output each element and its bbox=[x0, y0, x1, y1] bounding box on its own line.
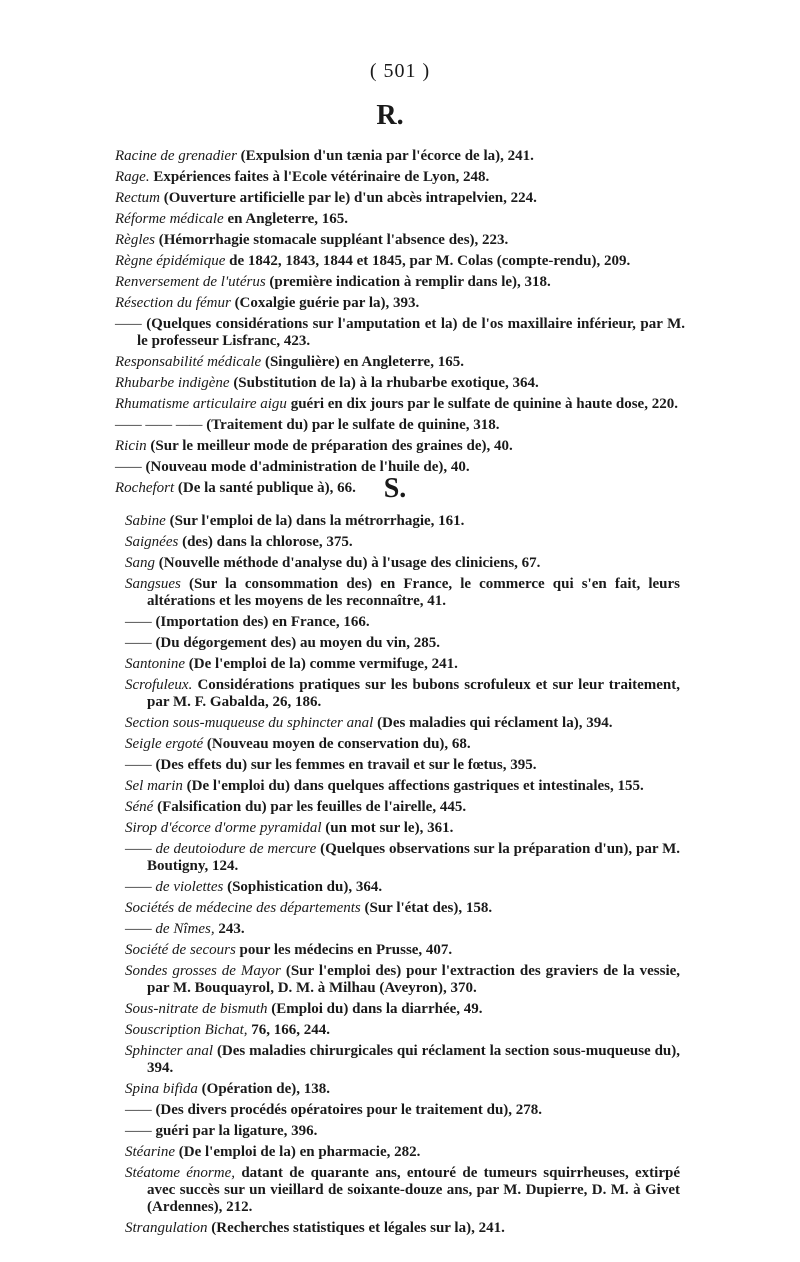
index-text: (Quelques observations sur la préparation d'un), par M. Boutigny, 124. bbox=[147, 841, 680, 874]
index-entry bbox=[115, 232, 685, 249]
index-term: Racine de grenadier bbox=[115, 148, 237, 164]
index-text: (Falsification du) par les feuilles de l'airelle, 445. bbox=[157, 799, 467, 815]
index-text: (Des effets du) sur les femmes en travail et sur le fœtus, 395. bbox=[155, 757, 537, 773]
index-entry bbox=[125, 757, 680, 774]
index-text: (Sur l'état des), 158. bbox=[364, 900, 493, 916]
index-term: Saignées bbox=[125, 534, 179, 550]
index-text: (Nouveau mode d'administration de l'huile de), 40. bbox=[145, 459, 470, 475]
index-term: Spina bifida bbox=[125, 1081, 198, 1097]
index-term: —— de Nîmes, bbox=[125, 921, 215, 937]
index-entry bbox=[115, 375, 685, 392]
index-text: 76, 166, 244. bbox=[251, 1022, 330, 1038]
index-term: —— de deutoiodure de mercure bbox=[125, 841, 317, 857]
index-term: Sangsues bbox=[125, 576, 181, 592]
index-entry bbox=[125, 1001, 680, 1018]
index-term: Sirop d'écorce d'orme pyramidal bbox=[125, 820, 322, 836]
index-text: (Des divers procédés opératoires pour le traitement du), 278. bbox=[155, 1102, 543, 1118]
index-term: —— bbox=[125, 635, 152, 651]
index-entry bbox=[125, 1165, 680, 1216]
index-text: (Ouverture artificielle par le) d'un abcès intrapelvien, 224. bbox=[163, 190, 537, 206]
index-entry bbox=[115, 253, 685, 270]
index-text: Considérations pratiques sur les bubons scrofuleux et sur leur traitement, par M. F. Gabalda, 26, 186. bbox=[147, 677, 680, 710]
index-text: (Singulière) en Angleterre, 165. bbox=[264, 354, 464, 370]
index-text: (Expulsion d'un tænia par l'écorce de la), 241. bbox=[240, 148, 534, 164]
index-entry bbox=[125, 921, 680, 938]
index-term: Rage. bbox=[115, 169, 150, 185]
section-letter-r: R. bbox=[376, 100, 404, 131]
index-entry bbox=[115, 438, 685, 455]
index-term: Sondes grosses de Mayor bbox=[125, 963, 281, 979]
index-text: (Sur l'emploi de la) dans la métrorrhagie, 161. bbox=[169, 513, 465, 529]
index-text: pour les médecins en Prusse, 407. bbox=[239, 942, 453, 958]
section-s-entries bbox=[125, 513, 680, 1241]
index-term: —— de violettes bbox=[125, 879, 224, 895]
index-entry bbox=[125, 1220, 680, 1237]
index-entry bbox=[115, 354, 685, 371]
index-entry bbox=[125, 614, 680, 631]
index-text: guéri par la ligature, 396. bbox=[155, 1123, 318, 1139]
index-term: Sphincter anal bbox=[125, 1043, 214, 1059]
index-entry bbox=[125, 900, 680, 917]
index-entry bbox=[125, 778, 680, 795]
index-term: Souscription Bichat, bbox=[125, 1022, 248, 1038]
index-text: (Traitement du) par le sulfate de quinine, 318. bbox=[206, 417, 500, 433]
index-term: Résection du fémur bbox=[115, 295, 231, 311]
index-entry bbox=[125, 1102, 680, 1119]
index-text: Expériences faites à l'Ecole vétérinaire de Lyon, 248. bbox=[153, 169, 490, 185]
index-entry bbox=[125, 963, 680, 997]
index-entry bbox=[125, 736, 680, 753]
index-entry bbox=[125, 715, 680, 732]
index-entry bbox=[125, 1022, 680, 1039]
index-entry bbox=[125, 942, 680, 959]
index-term: Réforme médicale bbox=[115, 211, 224, 227]
index-text: (première indication à remplir dans le), 318. bbox=[269, 274, 551, 290]
index-term: Stéarine bbox=[125, 1144, 175, 1160]
index-entry bbox=[115, 190, 685, 207]
index-entry bbox=[125, 677, 680, 711]
index-text: (Substitution de la) à la rhubarbe exotique, 364. bbox=[233, 375, 539, 391]
index-term: Sang bbox=[125, 555, 155, 571]
index-entry bbox=[125, 513, 680, 530]
index-text: en Angleterre, 165. bbox=[227, 211, 348, 227]
index-text: (Nouvelle méthode d'analyse du) à l'usage des cliniciens, 67. bbox=[158, 555, 541, 571]
index-term: Ricin bbox=[115, 438, 147, 454]
index-term: Rectum bbox=[115, 190, 160, 206]
index-entry bbox=[125, 534, 680, 551]
index-entry bbox=[115, 211, 685, 228]
index-text: guéri en dix jours par le sulfate de quinine à haute dose, 220. bbox=[290, 396, 678, 412]
index-term: —— bbox=[125, 757, 152, 773]
index-text: (Importation des) en France, 166. bbox=[155, 614, 370, 630]
index-entry bbox=[115, 396, 685, 413]
index-term: —— —— —— bbox=[115, 417, 203, 433]
index-text: (Emploi du) dans la diarrhée, 49. bbox=[271, 1001, 483, 1017]
index-text: (Du dégorgement des) au moyen du vin, 285. bbox=[155, 635, 441, 651]
index-term: Règles bbox=[115, 232, 155, 248]
index-entry bbox=[125, 1123, 680, 1140]
index-term: —— bbox=[115, 316, 142, 332]
index-term: Strangulation bbox=[125, 1220, 208, 1236]
index-term: Séné bbox=[125, 799, 154, 815]
index-entry bbox=[115, 274, 685, 291]
index-text: datant de quarante ans, entouré de tumeurs squirrheuses, extirpé avec succès sur un vieillard de soixante-douze ans, par M. Dupierre, D. M. à Givet (Ardennes), 212. bbox=[147, 1165, 680, 1215]
index-entry bbox=[115, 295, 685, 312]
index-term: Seigle ergoté bbox=[125, 736, 204, 752]
index-term: —— bbox=[125, 614, 152, 630]
index-term: Renversement de l'utérus bbox=[115, 274, 266, 290]
index-text: (Opération de), 138. bbox=[201, 1081, 330, 1097]
index-term: Règne épidémique bbox=[115, 253, 226, 269]
index-term: —— bbox=[125, 1123, 152, 1139]
index-entry bbox=[125, 635, 680, 652]
index-text: (un mot sur le), 361. bbox=[325, 820, 454, 836]
index-text: (Sur le meilleur mode de préparation des graines de), 40. bbox=[150, 438, 513, 454]
index-text: de 1842, 1843, 1844 et 1845, par M. Colas (compte-rendu), 209. bbox=[229, 253, 631, 269]
index-entry bbox=[115, 417, 685, 434]
index-text: (De la santé publique à), 66. bbox=[177, 480, 356, 496]
index-term: Santonine bbox=[125, 656, 185, 672]
index-entry bbox=[125, 820, 680, 837]
index-text: (Hémorrhagie stomacale suppléant l'absence des), 223. bbox=[158, 232, 509, 248]
index-entry bbox=[125, 576, 680, 610]
index-entry bbox=[115, 316, 685, 350]
index-text: 243. bbox=[218, 921, 245, 937]
index-text: (Sur la consommation des) en France, le commerce qui s'en fait, leurs altérations et les moyens de les reconnaître, 41. bbox=[147, 576, 681, 609]
index-text: (des) dans la chlorose, 375. bbox=[182, 534, 353, 550]
index-term: Société de secours bbox=[125, 942, 236, 958]
index-term: Stéatome énorme, bbox=[125, 1165, 236, 1181]
page-number: ( 501 ) bbox=[369, 60, 431, 82]
index-entry bbox=[125, 1144, 680, 1161]
index-entry bbox=[115, 148, 685, 165]
index-entry bbox=[125, 656, 680, 673]
index-term: Scrofuleux. bbox=[125, 677, 193, 693]
index-term: Sel marin bbox=[125, 778, 183, 794]
index-text: (Sophistication du), 364. bbox=[227, 879, 383, 895]
index-term: Sous-nitrate de bismuth bbox=[125, 1001, 268, 1017]
index-term: Section sous-muqueuse du sphincter anal bbox=[125, 715, 374, 731]
index-term: —— bbox=[115, 459, 142, 475]
index-text: (Coxalgie guérie par la), 393. bbox=[234, 295, 420, 311]
index-entry bbox=[125, 799, 680, 816]
index-entry bbox=[125, 555, 680, 572]
index-text: (Quelques considérations sur l'amputation et la) de l'os maxillaire inférieur, par M. le professeur Lisfranc, 423. bbox=[137, 316, 686, 349]
section-letter-s: S. bbox=[383, 473, 407, 504]
index-text: (Sur l'emploi des) pour l'extraction des graviers de la vessie, par M. Bouquayrol, D. M. à Milhau (Aveyron), 370. bbox=[147, 963, 681, 996]
index-term: —— bbox=[125, 1102, 152, 1118]
index-text: (Des maladies chirurgicales qui réclament la section sous-muqueuse du), 394. bbox=[147, 1043, 681, 1076]
index-entry bbox=[125, 1081, 680, 1098]
index-text: (Des maladies qui réclament la), 394. bbox=[377, 715, 613, 731]
index-entry bbox=[115, 169, 685, 186]
index-term: Rhumatisme articulaire aigu bbox=[115, 396, 287, 412]
index-text: (Nouveau moyen de conservation du), 68. bbox=[206, 736, 471, 752]
index-term: Rhubarbe indigène bbox=[115, 375, 230, 391]
index-text: (Recherches statistiques et légales sur la), 241. bbox=[211, 1220, 505, 1236]
index-term: Responsabilité médicale bbox=[115, 354, 262, 370]
index-term: Rochefort bbox=[115, 480, 175, 496]
index-entry bbox=[125, 841, 680, 875]
index-term: Sabine bbox=[125, 513, 166, 529]
index-text: (De l'emploi de la) comme vermifuge, 241. bbox=[188, 656, 458, 672]
index-term: Sociétés de médecine des départements bbox=[125, 900, 361, 916]
index-entry bbox=[125, 1043, 680, 1077]
index-entry bbox=[125, 879, 680, 896]
index-text: (De l'emploi de la) en pharmacie, 282. bbox=[178, 1144, 421, 1160]
index-text: (De l'emploi du) dans quelques affections gastriques et intestinales, 155. bbox=[186, 778, 644, 794]
section-r-entries bbox=[115, 148, 685, 501]
